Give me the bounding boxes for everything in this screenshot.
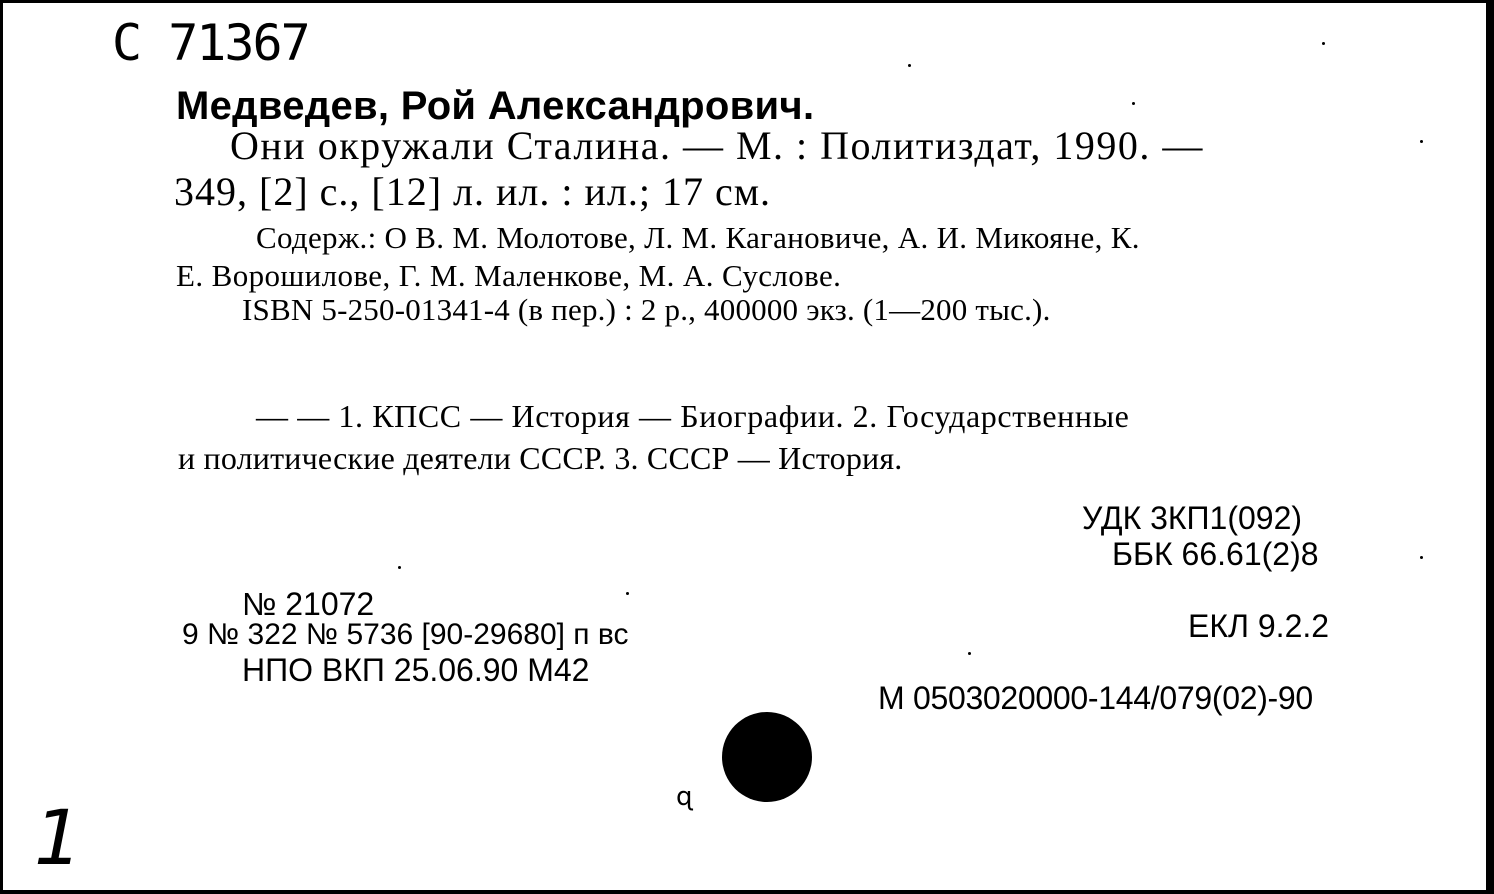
card-edge-right	[1486, 0, 1494, 894]
speck	[1420, 140, 1423, 143]
subjects-line-1: — — 1. КПСС — История — Биографии. 2. Государственные	[256, 398, 1130, 434]
npo-line: НПО ВКП 25.06.90 М42	[242, 652, 590, 688]
card-number: № 21072	[242, 586, 375, 622]
speck	[1322, 42, 1325, 45]
speck	[398, 566, 401, 569]
bbk-code: ББК 66.61(2)8	[1112, 536, 1319, 572]
title-line-1: Они окружали Сталина. — М. : Политиздат, 1990. —	[230, 123, 1204, 168]
handwritten-number: 1	[34, 793, 83, 882]
contents-line-2: Е. Ворошилове, Г. М. Маленкове, М. А. Суслове.	[176, 258, 842, 293]
card-edge-bottom	[0, 890, 1494, 894]
speck	[626, 592, 629, 595]
contents-line-1: Содерж.: О В. М. Молотове, Л. М. Кагановиче, А. И. Микояне, К.	[256, 220, 1140, 255]
card-edge-top	[0, 0, 1494, 3]
order-line: 9 № 322 № 5736 [90-29680] п вс	[182, 618, 629, 651]
handwritten-mark: ɋ	[676, 782, 693, 812]
ekl-code: ЕКЛ 9.2.2	[1188, 608, 1330, 644]
punch-hole	[722, 712, 812, 802]
author-heading: Медведев, Рой Александрович.	[176, 84, 815, 128]
shelf-mark: С 71367	[112, 14, 309, 72]
speck	[908, 64, 911, 67]
udk-code: УДК 3КП1(092)	[1082, 500, 1303, 536]
card-edge-left	[0, 0, 3, 894]
title-line-2: 349, [2] с., [12] л. ил. : ил.; 17 см.	[174, 169, 772, 214]
subjects-line-2: и политические деятели СССР. 3. СССР — История.	[178, 440, 903, 476]
isbn-line: ISBN 5-250-01341-4 (в пер.) : 2 р., 400000 экз. (1—200 тыс.).	[242, 292, 1051, 327]
speck	[968, 652, 971, 655]
speck	[1420, 556, 1423, 559]
price-code: М 0503020000-144/079(02)-90	[878, 680, 1313, 716]
speck	[1132, 102, 1135, 105]
